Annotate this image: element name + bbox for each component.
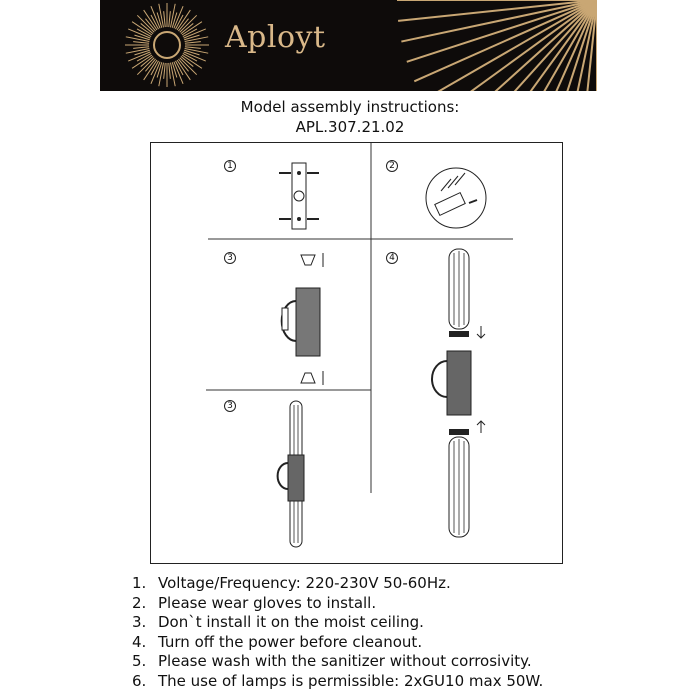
assembly-drawing [151, 143, 564, 565]
instruction-item: 5. Please wash with the sanitizer without corrosivity. [132, 652, 532, 671]
step-4-label: 4 [386, 252, 398, 264]
instruction-item: 2. Please wear gloves to install. [132, 593, 377, 612]
mounting-bracket-icon [279, 163, 319, 229]
wiring-terminal-icon [426, 168, 486, 228]
model-code: APL.307.21.02 [295, 118, 405, 136]
instruction-list [132, 574, 543, 692]
assembly-diagram [150, 142, 563, 564]
page-title: Model assembly instructions: [240, 98, 460, 116]
step-2-label: 2 [386, 160, 398, 172]
step-5-label: 3 [224, 400, 236, 412]
step-1-label: 1 [224, 160, 236, 172]
instruction-item: 1. Voltage/Frequency: 220-230V 50-60Hz. [132, 574, 451, 592]
lamp-bulb-assembly-icon [282, 253, 323, 385]
sunburst-logo-graphic [100, 0, 597, 91]
fixture-exploded-icon [432, 249, 485, 537]
brand-name: Aployt [225, 20, 326, 55]
instruction-item: 6. The use of lamps is permissible: 2xGU10 max 50W. [132, 671, 544, 690]
brand-banner [100, 0, 597, 91]
instruction-item: 3. Don`t install it on the moist ceiling. [132, 613, 424, 632]
instruction-item: 4. Turn off the power before cleanout. [132, 632, 423, 651]
step-3-label: 3 [224, 252, 236, 264]
assembled-fixture-icon [278, 401, 304, 547]
